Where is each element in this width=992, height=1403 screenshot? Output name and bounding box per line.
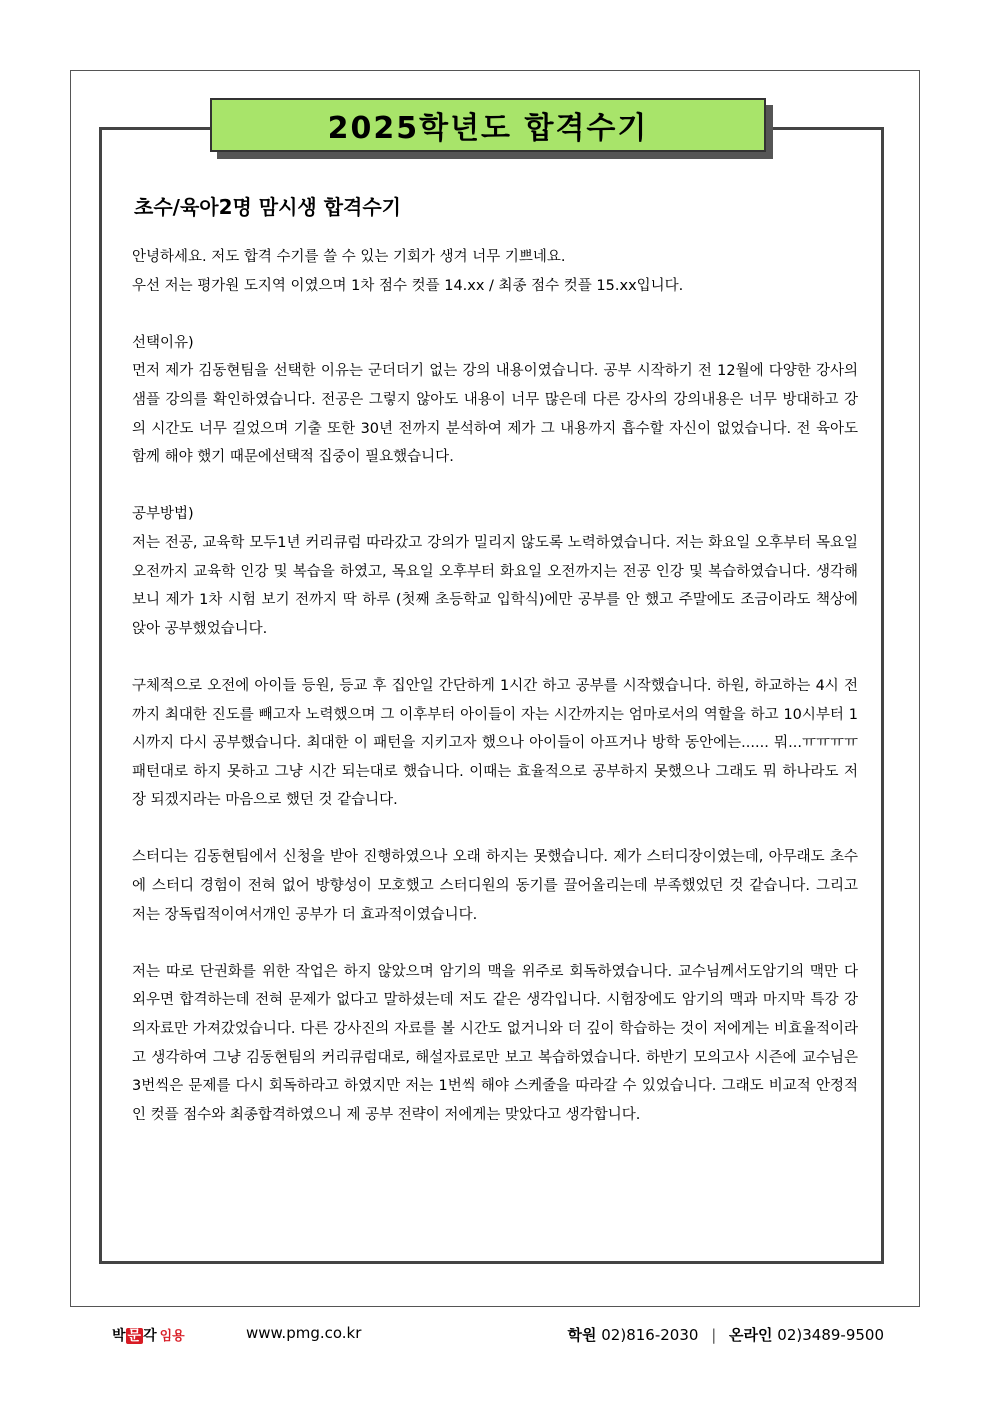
intro-line-2: 우선 저는 평가원 도지역 이였으며 1차 점수 컷플 14.xx / 최종 점수 컷플 15.xx입니다. (132, 277, 684, 294)
intro-line-1: 안녕하세요. 저도 합격 수기를 쓸 수 있는 기회가 생겨 너무 기쁘네요. (132, 249, 566, 265)
online-phone: 02)3489-9500 (777, 1326, 884, 1344)
contact-info (567, 1324, 884, 1345)
page-title: 2025학년도 합격수기 (210, 98, 766, 152)
paragraph-study-group: 스터디는 김동현팀에서 신청을 받아 진행하였으나 오래 하지는 못했습니다. 제가 스터디장이였는데, 아무래도 초수에 스터디 경험이 전혀 없어 방향성이 모호했고 스터디원의 동기를 끌어올리는데 부족했었던 것 같습니다. 그리고 저는 장독립적이여서개인 공부가 더 효과적이였습니다. (132, 849, 858, 923)
academy-phone: 02)816-2030 (601, 1326, 699, 1344)
separator: | (711, 1326, 717, 1344)
section-text-reason: 먼저 제가 김동현팀을 선택한 이유는 군더더기 없는 강의 내용이였습니다. 공부 시작하기 전 12월에 다양한 강사의 샘플 강의를 확인하였습니다. 전공은 그렇지 않아도 내용이 너무 많은데 다른 강사의 강의내용은 너무 방대하고 강의 시간도 너무 길었으며 기출 또한 30년 전까지 분석하여 제가 그 내용까지 흡수할 자신이 없었습니다. 전 육아도 함께 해야 했기 때문에선택적 집중이 필요했습니다. (132, 363, 858, 466)
paragraph-strategy: 저는 따로 단권화를 위한 작업은 하지 않았으며 암기의 맥을 위주로 회독하였습니다. 교수님께서도암기의 맥만 다 외우면 합격하는데 전혀 문제가 없다고 말하셨는데 저도 같은 생각입니다. 시험장에도 암기의 맥과 마지막 특강 강의자료만 가져갔었습니다. 다른 강사진의 자료를 볼 시간도 없거니와 더 깊이 학습하는 것이 저에게는 비효율적이라고 생각하여 그냥 김동현팀의 커리큐럼대로, 해설자료로만 보고 복습하였습니다. 하반기 모의고사 시즌에 교수님은 3번씩은 문제를 다시 회독하라고 하였지만 저는 1번씩 해야 스케줄을 따라갈 수 있었습니다. 그래도 비교적 안정적인 컷플 점수와 최종합격하였으니 제 공부 전략이 저에게는 맞았다고 생각합니다. (132, 963, 858, 1123)
website-link[interactable]: www.pmg.co.kr (246, 1324, 362, 1342)
online-label: 온라인 (729, 1326, 773, 1344)
section-text-method: 저는 전공, 교육학 모두1년 커리큐럼 따라갔고 강의가 밀리지 않도록 노력하였습니다. 저는 화요일 오후부터 목요일 오전까지 교육학 인강 및 복습을 하였고, 목요일 오후부터 화요일 오전까지는 전공 인강 및 복습하였습니다. 생각해 보니 제가 1차 시험 보기 전까지 딱 하루 (첫째 초등학교 입학식)에만 공부를 안 했고 주말에도 조금이라도 책상에 앉아 공부했었습니다. (132, 534, 858, 637)
section-heading-reason: 선택이유) (132, 334, 194, 351)
footer (0, 1323, 992, 1347)
logo: 박 문 각 임용 (112, 1328, 185, 1344)
section-heading-method: 공부방법) (132, 506, 194, 523)
article-body (132, 243, 858, 1129)
subtitle: 초수/육아2명 맘시생 합격수기 (134, 195, 401, 219)
paragraph-routine: 구체적으로 오전에 아이들 등원, 등교 후 집안일 간단하게 1시간 하고 공부를 시작했습니다. 하원, 하교하는 4시 전까지 최대한 진도를 빼고자 노력했으며 그 이후부터 아이들이 자는 시간까지는 엄마로서의 역할을 하고 10시부터 1시까지 다시 공부했습니다. 최대한 이 패턴을 지키고자 했으나 아이들이 아프거나 방학 동안에는...... 뭐...ㅠㅠㅠㅠ 패턴대로 하지 못하고 그냥 시간 되는대로 했습니다. 이때는 효율적으로 공부하지 못했으나 그래도 뭐 하나라도 저장 되겠지라는 마음으로 했던 것 같습니다. (132, 677, 858, 809)
academy-label: 학원 (567, 1326, 597, 1344)
